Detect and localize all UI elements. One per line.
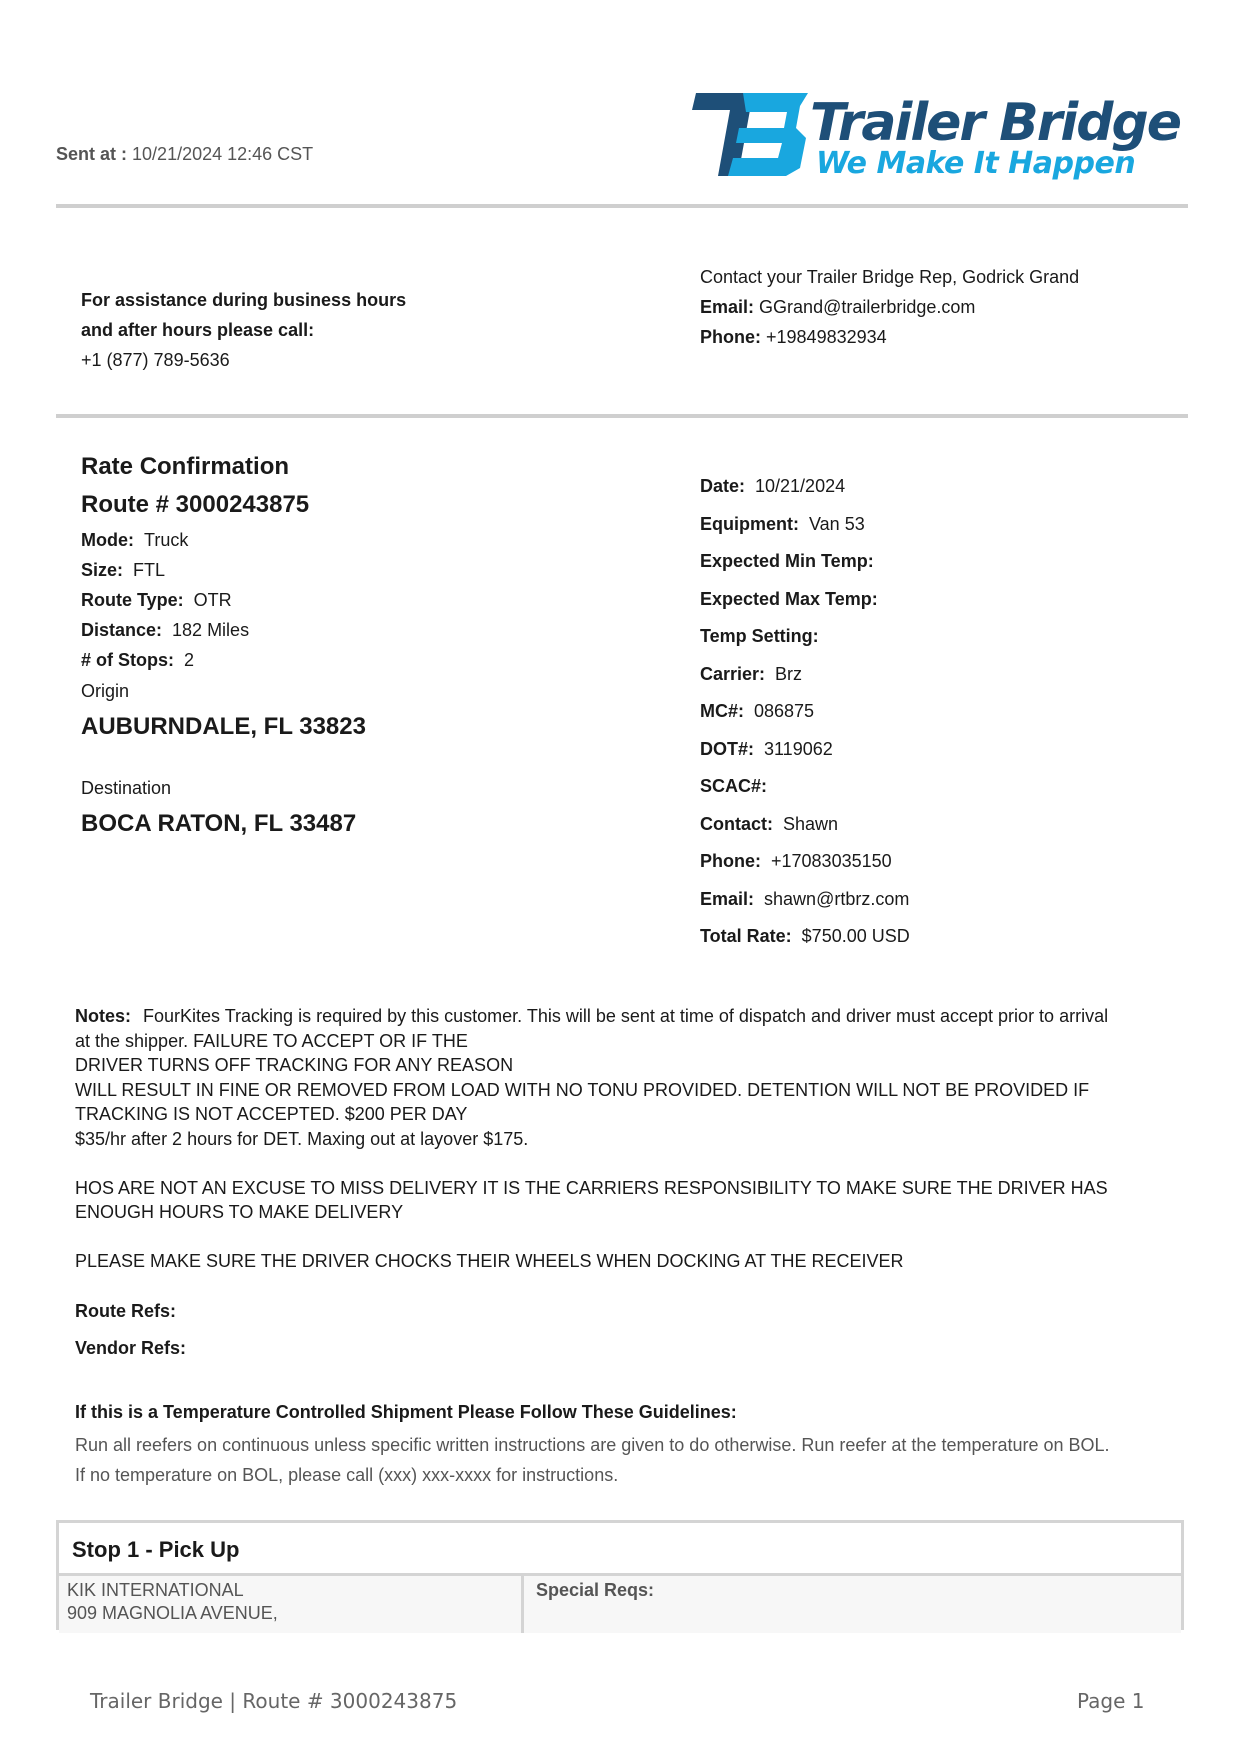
notes-label: Notes: xyxy=(75,1006,132,1026)
notes-line-1-text: FourKites Tracking is required by this customer. This will be sent at time of dispatch and driver must accept prior to arrival xyxy=(143,1006,1109,1026)
origin-label: Origin xyxy=(81,681,130,701)
notes-line-8: ENOUGH HOURS TO MAKE DELIVERY xyxy=(75,1202,404,1222)
carrier-contact-value: Shawn xyxy=(783,814,839,834)
scac-row xyxy=(700,776,777,797)
sent-at-label: Sent at : xyxy=(56,144,128,164)
carrier-contact-label: Contact: xyxy=(700,814,773,834)
destination-label: Destination xyxy=(81,778,172,798)
distance-label: Distance: xyxy=(81,620,163,640)
stop-1-address: 909 MAGNOLIA AVENUE, xyxy=(67,1603,278,1623)
assistance-line-2: and after hours please call: xyxy=(81,320,315,340)
temperature-line-1: Run all reefers on continuous unless specific written instructions are given to do otherwise. Run reefer at the temperature on BOL. xyxy=(75,1435,1110,1455)
destination-city: BOCA RATON, FL 33487 xyxy=(81,810,357,837)
size-label: Size: xyxy=(81,560,124,580)
dot-value: 3119062 xyxy=(764,739,833,759)
date-label: Date: xyxy=(700,476,746,496)
carrier-row xyxy=(700,664,802,685)
carrier-email-label: Email: xyxy=(700,889,755,909)
mc-label: MC#: xyxy=(700,701,744,721)
notes-line-5: TRACKING IS NOT ACCEPTED. $200 PER DAY xyxy=(75,1104,468,1124)
carrier-value: Brz xyxy=(775,664,803,684)
route-type-label: Route Type: xyxy=(81,590,184,610)
distance-row xyxy=(81,620,249,641)
stop-1-name: KIK INTERNATIONAL xyxy=(67,1580,244,1600)
temp-setting-label: Temp Setting: xyxy=(700,626,819,646)
size-row xyxy=(81,560,165,581)
stop-1-header xyxy=(59,1523,1181,1576)
dot-row xyxy=(700,739,833,760)
total-rate-label: Total Rate: xyxy=(700,926,792,946)
equipment-row xyxy=(700,514,865,535)
assistance-line-1: For assistance during business hours xyxy=(81,290,407,310)
mc-value: 086875 xyxy=(754,701,815,721)
mc-row xyxy=(700,701,814,722)
temperature-guidelines-body xyxy=(75,1430,1175,1490)
stop-1-card xyxy=(56,1520,1184,1630)
document-title: Rate Confirmation xyxy=(81,453,290,480)
rep-intro: Contact your Trailer Bridge Rep, Godrick Grand xyxy=(700,267,1080,287)
notes-spacer xyxy=(75,1151,1165,1176)
footer-route: Trailer Bridge | Route # 3000243875 xyxy=(90,1689,458,1713)
carrier-phone-value: +17083035150 xyxy=(771,851,892,871)
max-temp-label: Expected Max Temp: xyxy=(700,589,878,609)
vendor-refs-label: Vendor Refs: xyxy=(75,1338,187,1358)
rep-email xyxy=(700,292,1079,322)
route-number: Route # 3000243875 xyxy=(81,491,310,518)
total-rate-row xyxy=(700,926,910,947)
notes-block xyxy=(75,1004,1165,1274)
max-temp-row xyxy=(700,589,888,610)
notes-line-3: DRIVER TURNS OFF TRACKING FOR ANY REASON xyxy=(75,1055,514,1075)
temp-setting-row xyxy=(700,626,829,647)
rep-phone-value: +19849832934 xyxy=(766,327,887,347)
logo-tagline: We Make It Happen xyxy=(816,146,1136,181)
min-temp-row xyxy=(700,551,884,572)
carrier-email-row xyxy=(700,889,909,910)
assistance-block xyxy=(81,285,406,375)
sent-at xyxy=(56,144,313,165)
distance-value: 182 Miles xyxy=(172,620,250,640)
scac-label: SCAC#: xyxy=(700,776,768,796)
rep-contact-block xyxy=(700,262,1079,352)
sent-at-value: 10/21/2024 12:46 CST xyxy=(132,144,314,164)
notes-line-1 xyxy=(75,1004,1165,1029)
stop-1-title: Stop 1 - Pick Up xyxy=(72,1537,240,1562)
divider xyxy=(56,414,1188,418)
total-rate-value: $750.00 USD xyxy=(801,926,910,946)
stop-1-special-reqs xyxy=(524,1576,1181,1633)
divider xyxy=(56,204,1188,208)
notes-line-6: $35/hr after 2 hours for DET. Maxing out at layover $175. xyxy=(75,1128,529,1149)
carrier-contact-row xyxy=(700,814,838,835)
size-value: FTL xyxy=(133,560,166,580)
carrier-phone-row xyxy=(700,851,892,872)
logo-mark xyxy=(692,93,808,176)
origin-city: AUBURNDALE, FL 33823 xyxy=(81,713,366,740)
mode-label: Mode: xyxy=(81,530,134,550)
equipment-value: Van 53 xyxy=(809,514,865,534)
notes-line-2: at the shipper. FAILURE TO ACCEPT OR IF THE xyxy=(75,1030,468,1051)
rep-phone xyxy=(700,322,1079,352)
route-refs-label: Route Refs: xyxy=(75,1301,177,1321)
carrier-label: Carrier: xyxy=(700,664,766,684)
assistance-phone: +1 (877) 789-5636 xyxy=(81,350,230,370)
stops-value: 2 xyxy=(184,650,195,670)
carrier-phone-label: Phone: xyxy=(700,851,761,871)
rep-email-label: Email: xyxy=(700,297,755,317)
page-number: Page 1 xyxy=(1077,1689,1145,1713)
equipment-label: Equipment: xyxy=(700,514,799,534)
min-temp-label: Expected Min Temp: xyxy=(700,551,874,571)
special-reqs-label: Special Reqs: xyxy=(536,1580,655,1600)
stop-1-location xyxy=(59,1576,524,1633)
date-value: 10/21/2024 xyxy=(755,476,846,496)
logo-name: Trailer Bridge xyxy=(810,93,1180,153)
mode-row xyxy=(81,530,188,551)
date-row xyxy=(700,476,845,497)
temperature-line-2: If no temperature on BOL, please call (xxx) xxx-xxxx for instructions. xyxy=(75,1465,619,1485)
route-type-row xyxy=(81,590,232,611)
trailer-bridge-logo xyxy=(688,88,1188,188)
stops-row xyxy=(81,650,194,671)
rep-phone-label: Phone: xyxy=(700,327,761,347)
dot-label: DOT#: xyxy=(700,739,754,759)
carrier-email-value: shawn@rtbrz.com xyxy=(764,889,910,909)
rep-email-value: GGrand@trailerbridge.com xyxy=(759,297,976,317)
route-type-value: OTR xyxy=(193,590,232,610)
notes-line-7: HOS ARE NOT AN EXCUSE TO MISS DELIVERY IT IS THE CARRIERS RESPONSIBILITY TO MAKE SURE THE DRIVER HAS xyxy=(75,1177,1108,1198)
mode-value: Truck xyxy=(144,530,189,550)
notes-line-9: PLEASE MAKE SURE THE DRIVER CHOCKS THEIR WHEELS WHEN DOCKING AT THE RECEIVER xyxy=(75,1251,904,1271)
notes-line-4: WILL RESULT IN FINE OR REMOVED FROM LOAD WITH NO TONU PROVIDED. DETENTION WILL NOT BE PROVIDED IF xyxy=(75,1079,1090,1100)
notes-spacer xyxy=(75,1225,1165,1250)
temperature-guidelines-title: If this is a Temperature Controlled Shipment Please Follow These Guidelines: xyxy=(75,1402,737,1422)
stops-label: # of Stops: xyxy=(81,650,174,670)
